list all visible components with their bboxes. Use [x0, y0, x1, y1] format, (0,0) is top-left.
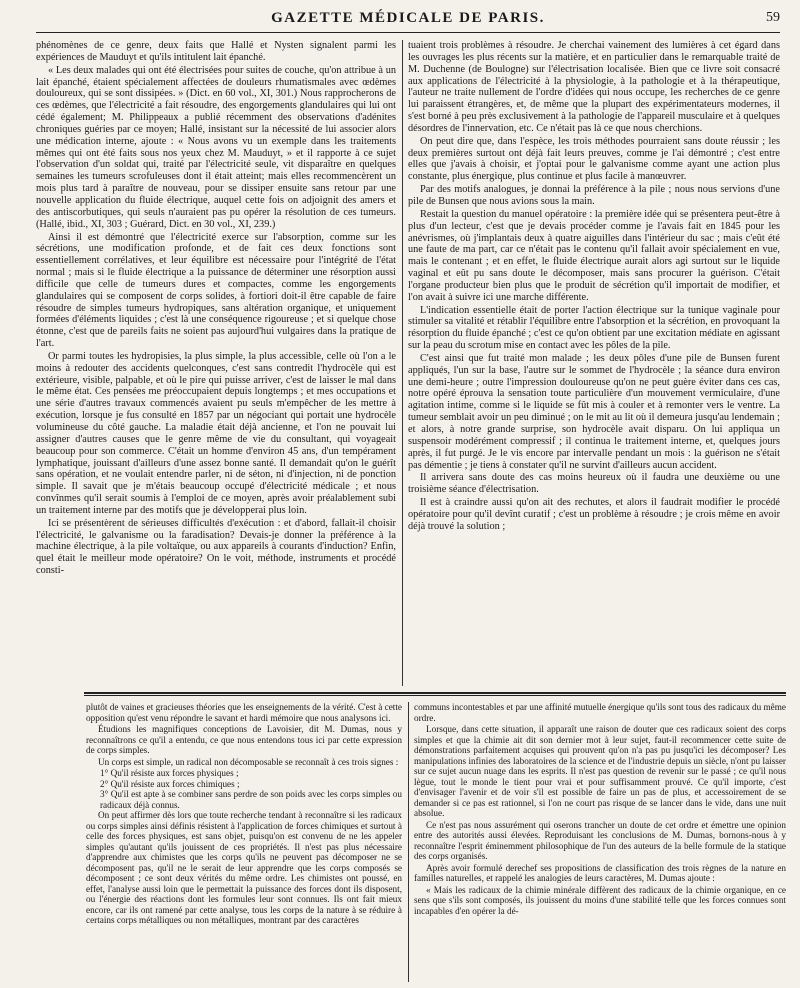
paragraph: Étudions les magnifiques conceptions de Lavoisier, dit M. Dumas, nous y reconnaîtrons ce qu'il a entendu, ce que nous entendons tous ici par cette expression de corps simples.: [86, 724, 402, 755]
paragraph: C'est ainsi que fut traité mon malade ; les deux pôles d'une pile de Bunsen furent appliqués, l'un sur la base, l'autre sur le sommet de l'hydrocèle ; la séance dura environ une demi-heure ; outre l'impression douloureuse qu'on ne peut guère éviter dans ces cas, notre opéré éprouva la sensation toute particulière d'un mouvement vermiculaire, d'une agitation intime, comme si le liquide se fût mis à couler et à remonter vers le ventre. La tumeur semblait avoir un peu diminué ; on le mit au lit où il demeura jusqu'au lendemain ; et alors, à notre grande surprise, son hydrocèle avait disparu. On lui appliqua un suspensoir modérément compressif ; il continua le traitement interne, et, quelques jours après, il fut purgé. Je le vis encore par intervalle pendant un mois : la guérison ne s'était pas démentie ; je tiens à constater qu'il ne survint d'ailleurs aucun accident.: [408, 352, 780, 471]
paragraph: Par des motifs analogues, je donnai la préférence à la pile ; nous nous servions d'une pile de Bunsen que nous avions sous la main.: [408, 184, 780, 207]
column-bottom-left: [86, 702, 402, 984]
column-bottom-right: [414, 702, 786, 984]
section-rule: [84, 692, 786, 694]
paragraph: tuaient trois problèmes à résoudre. Je cherchai vainement des lumières à cet égard dans les ouvrages les plus récents sur la matière, et en particulier dans le remarquable traité de M. Duchenne (de Boulogne) sur l'électrisation localisée. Bien que ce livre soit consacré aux applications de l'électricité à la physiologie, à la pathologie et à la thérapeutique, l'auteur ne traite nullement de l'ordre d'idées qui nous occupe, les recherches de ce genre lui paraissent étrangères, et, de même que la plupart des expérimentateurs modernes, il s'est borné à peu près exclusivement à la pathologie de l'appareil musculaire et à quelques désordres de l'innervation, etc. Ce n'était pas là ce que nous cherchions.: [408, 40, 780, 134]
column-divider: [402, 40, 403, 686]
column-top-right: [408, 40, 780, 688]
paragraph: « Mais les radicaux de la chimie minérale diffèrent des radicaux de la chimie organique, en ce sens que s'ils sont composés, ils jouissent du moins d'une stabilité telle que les forces connues sont incapables d'en opérer la dé-: [414, 884, 786, 916]
paragraph: Un corps est simple, un radical non décomposable se reconnaît à ces trois signes :: [98, 756, 399, 767]
paragraph: Or parmi toutes les hydropisies, la plus simple, la plus accessible, celle où l'on a le moins à redouter des accidents quelconques, c'est sans contredit l'hydrocèle qui est extérieure, visible, palpable, et où le pire qui puisse arriver, c'est de laisser le mal dans le même état. Ces pensées me préoccupaient depuis longtemps ; et mes occupations et une série d'autres travaux commencés avaient pu seuls m'empêcher de les mettre à exécution, lorsque je fus consulté en 1857 par un négociant qui portait une hydrocèle volumineuse du côté gauche. La maladie était déjà ancienne, et l'on ne pouvait lui assigner d'autres causes que le genre même de vie du consultant, qui voyageait beaucoup pour son commerce. C'était un homme d'environ 45 ans, d'un tempérament lymphatique, jouissant d'ailleurs d'une assez bonne santé. Il demandait qu'on le guérît sans opération, et ne voulait entendre parler, ni de séton, ni d'injection, ni de ponction simple. Il savait que je m'étais beaucoup occupé d'électricité médicale ; et nous convînmes qu'il serait soumis à l'emploi de ce moyen, après avoir préalablement subi un traitement interne par des motifs que je développerai plus loin.: [36, 350, 396, 516]
paragraph: Ce n'est pas nous assurément qui oserons trancher un doute de cet ordre et émettre une opinion entre des autorités aussi élevées. Reproduisant les conclusions de M. Dumas, bornons-nous à y reconnaître l'esprit éminemment philosophique de l'un des auteurs de la belle formule de la statique des corps organisés.: [414, 819, 786, 861]
list-item: 1° Qu'il résiste aux forces physiques ;: [100, 768, 239, 778]
criteria-list: [86, 768, 402, 810]
paragraph: communs incontestables et par une affinité mutuelle énergique qu'ils sont tous des radicaux du même ordre.: [414, 702, 786, 723]
paragraph: L'indication essentielle était de porter l'action électrique sur la tunique vaginale pour stimuler sa vitalité et rétablir l'équilibre entre l'absorption et la sécrétion, en provoquant la résorption du fluide épanché ; c'est ce qu'on obtient par une excitation médiate en agissant sur la peau du scrotum mise en contact avec les pôles de la pile.: [408, 304, 780, 352]
paragraph: Il est à craindre aussi qu'on ait des rechutes, et alors il faudrait modifier le procédé opératoire pour qu'il devînt curatif ; c'est un problème à résoudre ; je crois même en avoir déjà trouvé la solution ;: [408, 497, 780, 532]
list-item: 3° Qu'il est apte à se combiner sans perdre de son poids avec les corps simples ou radicaux déjà connus.: [100, 789, 402, 810]
paragraph: Ici se présentèrent de sérieuses difficultés d'exécution : et d'abord, fallait-il choisir l'électricité, le galvanisme ou la faradisation? Devais-je donner la préférence à la machine électrique, à la pile voltaïque, ou aux appareils à courants d'induction? Enfin, quel était le meilleur mode opératoire? On le voit, méthode, instruments et procédé consti-: [36, 517, 396, 577]
paragraph: Restait la question du manuel opératoire : la première idée qui se présentera peut-être à plus d'un lecteur, c'est que je devais procéder comme je l'avais fait en 1845 pour les anévrismes, où j'implantais deux à quatre aiguilles dans l'intérieur du sac ; mais c'eût été une faute de ma part, car ce n'était pas le contenu qu'il fallait avoir spécialement en vue, mais le contenant ; et en effet, le fluide électrique aurait alors agi surtout sur le liquide vaginal et eût pu sans doute le décomposer, mais sans procurer la guérison. C'était l'organe producteur bien plus que le produit de sécrétion qu'il importait de modifier, et l'on avait à suivre ici une marche différente.: [408, 208, 780, 303]
journal-title: GAZETTE MÉDICALE DE PARIS.: [271, 10, 545, 26]
paragraph: « Les deux malades qui ont été électrisées pour suites de couche, qu'on attribue à un lait épanché, étaient spécialement affectées de douleurs rhumatismales avec œdèmes douloureux, qui se sont dissipées. » (Dict. en 60 vol., XI, 301.) Nous rapprocherons de ces œdèmes, que l'électricité a fait résoudre, des engorgements glandulaires qui lui ont cédé également; M. Philippeaux a publié récemment des observations d'adénites chroniques guéries par ce moyen; Hallé, insistant sur la nécessité de lui associer alors une médication interne, ajoute : « Nous avons vu un exemple dans les traitements mêmes qui ont été faits sous nos yeux chez M. Mauduyt, » et il rapporte à ce sujet l'observation d'un soldat qui, traité par l'électricité seule, vit disparaître en quelques semaines les tumeurs scrofuleuses dont il était atteint; mais elles recommencèrent un mois plus tard à paraître de nouveau, pour se dissiper ensuite sans retour par une nouvelle application du fluide électrique, auquel cette fois on adjoignit des amers et des antiscorbutiques, qui seuls n'auraient pas pu opérer la résolution de ces tumeurs. (Hallé, ibid., XI, 303 ; Guérard, Dict. en 30 vol., XI, 239.): [36, 64, 396, 230]
section-rule-thin: [84, 695, 786, 696]
paragraph: Il arrivera sans doute des cas moins heureux où il faudra une deuxième ou une troisième séance d'électrisation.: [408, 472, 780, 496]
paragraph: plutôt de vaines et gracieuses théories que les enseignements de la vérité. C'est à cette opposition qu'est venu répondre le savant et hardi mémoire que nous analysons ici.: [86, 702, 402, 723]
paragraph: Lorsque, dans cette situation, il apparaît une raison de douter que ces radicaux soient des corps simples et que la chimie ait dit son dernier mot à leur sujet, faut-il recommencer cette suite de démonstrations parfaitement acquises qui prouvent qu'on n'a pas pu jusqu'ici les décomposer? Les manipulations infinies des laboratoires de la science et de l'industrie depuis un siècle, n'ont pu laisser sur ce sujet aucun nuage dans les esprits. Il n'est pas question de revenir sur le passé ; ce qu'il nous lègue, tout le monde le tient pour vrai et pour suffisamment prouvé. Ce qu'il importe, c'est d'envisager l'avenir et de voir s'il est possible de faire un pas de plus, et accessoirement de se demander si ce pas est rationnel, si l'on ne court pas risque de se lancer dans le vide, dans une nuit absolue.: [414, 724, 786, 818]
list-item: 2° Qu'il résiste aux forces chimiques ;: [100, 778, 240, 789]
paragraph: On peut dire que, dans l'espèce, les trois méthodes pourraient sans doute réussir ; les deux premières surtout ont déjà fait leurs preuves, comme je l'ai démontré ; c'est entre elles que j'avais à choisir, et j'optai pour le galvanisme comme ayant une action plus constante, plus énergique, plus continue et plus facile à manœuvrer.: [408, 135, 780, 183]
paragraph: phénomènes de ce genre, deux faits que Hallé et Nysten signalent parmi les expériences de Mauduyt et qu'ils intitulent lait épanché.: [36, 40, 396, 63]
paragraph: On peut affirmer dès lors que toute recherche tendant à reconnaître si les radicaux ou corps simples ainsi définis résistent à l'application de forces chimiques et surtout à celle des forces physiques, est sans objet, puisqu'on est convenu de ne les appeler simples qu'autant qu'ils jouissent de ces propriétés. Il n'est pas plus nécessaire d'apprendre aux chimistes que les corps qu'ils ne peuvent pas décomposer ne se décomposent pas, qu'il ne le serait de leur apprendre que les corps composés se décomposent ; ce sont deux vérités du même ordre. Les chimistes ont poussé, en effet, l'analyse aussi loin que le permettait la puissance des forces dont ils disposent, ou l'énergie des réactions dont les formules leur sont connues. Ils ont fait mieux encore, car ils ont ramené par cette analyse, tous les corps de la nature à se réduire à certains corps métalliques ou non métalliques, montrant par des caractères: [86, 810, 402, 925]
page-number: 59: [766, 10, 780, 25]
column-top-left: [36, 40, 396, 688]
page-header: [36, 8, 780, 33]
paragraph: Ainsi il est démontré que l'électricité exerce sur l'absorption, comme sur les sécrétions, une modification profonde, et de fait ces deux fonctions sont essentiellement corrélatives, et leur équilibre est nécessaire pour l'intégrité de l'état normal ; mais si le fluide électrique a la puissance de déterminer une résorption aussi difficile que celle de tumeurs dures et compactes, comme les engorgements glandulaires qui se composent de corps solides, à fortiori doit-il être capable de faire résoudre de simples tumeurs hydropiques, sans altération organique, et uniquement formées d'éléments liquides ; c'est là une conséquence rigoureuse ; et si quelque chose étonne, c'est que de pareils faits ne soient pas aujourd'hui vulgaires dans la pratique de l'art.: [36, 231, 396, 350]
paragraph: Après avoir formulé derechef ses propositions de classification des trois règnes de la nature en familles naturelles, et rappelé les analogies de leurs caractères, M. Dumas ajoute :: [414, 862, 786, 883]
column-divider: [408, 702, 409, 982]
